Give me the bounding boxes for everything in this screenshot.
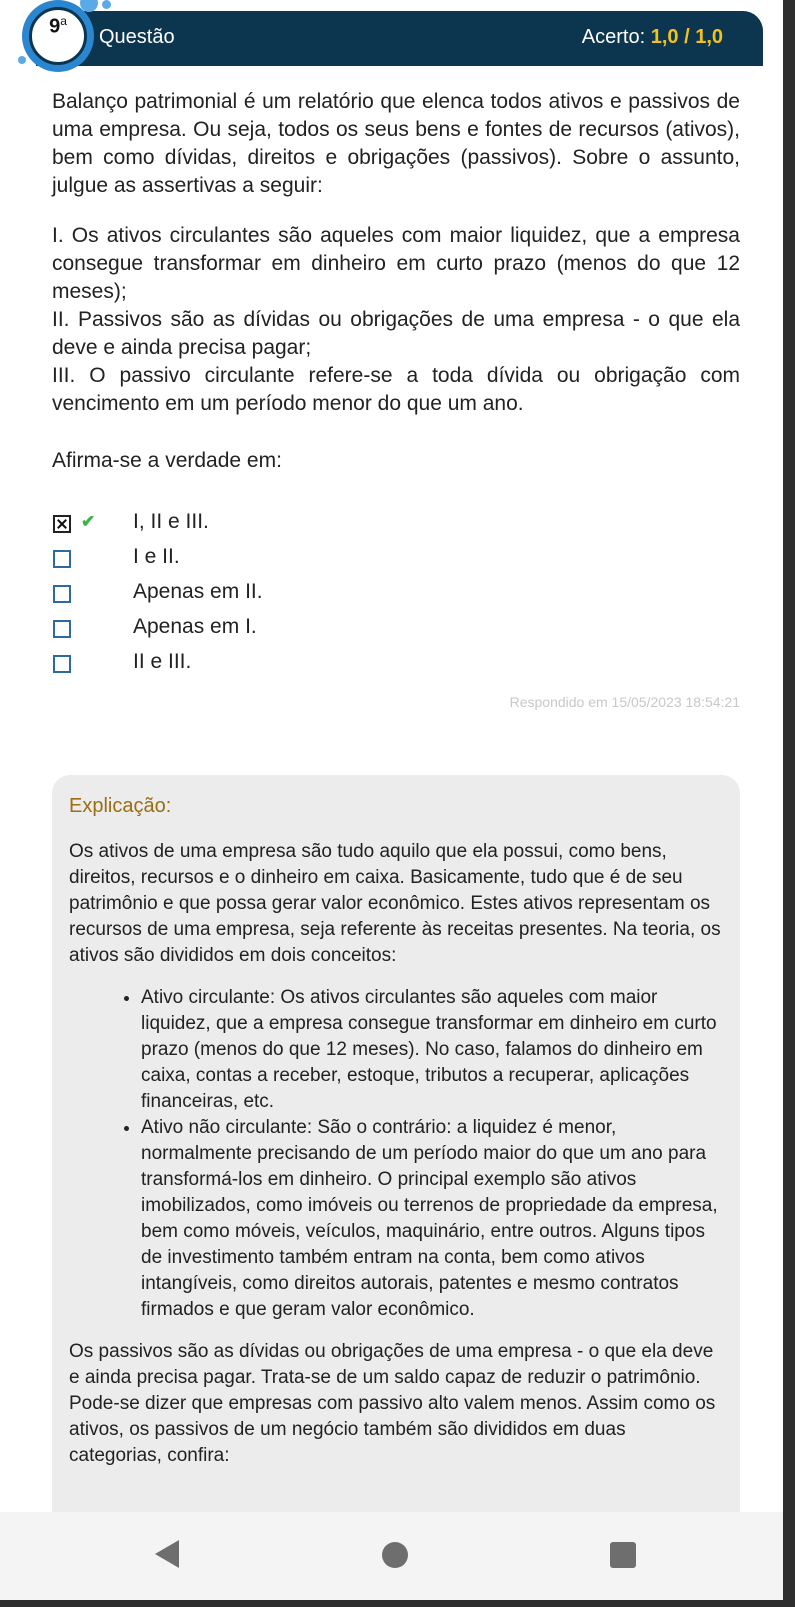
checkbox[interactable]: [53, 655, 71, 673]
checkmark-icon: ✔: [81, 512, 96, 531]
android-navigation-bar: [0, 1512, 783, 1600]
checkbox[interactable]: [53, 585, 71, 603]
decor-bubble-icon: [18, 56, 26, 64]
question-number-badge: [18, 0, 98, 76]
option-label: II e III.: [133, 650, 192, 673]
screen-edge: [0, 1600, 795, 1607]
answered-timestamp: Respondido em 15/05/2023 18:54:21: [509, 694, 740, 710]
score: [582, 26, 723, 49]
statement-1: I. Os ativos circulantes são aqueles com maior liquidez, que a empresa consegue transformar em dinheiro em curto prazo (menos do que 12 meses);: [52, 224, 740, 303]
score-label: Acerto:: [581, 26, 646, 48]
question-title: Questão: [99, 26, 175, 48]
list-item: • Ativo circulante: Os ativos circulantes são aqueles com maior liquidez, que a empresa consegue transformar em dinheiro em curto prazo (menos do que 12 meses). No caso, falamos do dinheiro em caixa, contas a receber, estoque, tributos a recuperar, aplicações financeiras, etc.: [141, 985, 721, 1115]
statement-2: II. Passivos são as dívidas ou obrigações de uma empresa - o que ela deve e ainda precisa pagar;: [52, 308, 740, 359]
screen-edge: [783, 0, 795, 1607]
question-number: 9$^a$: [49, 14, 67, 38]
checkbox-checked[interactable]: [53, 515, 71, 533]
question-prompt: Afirma-se a verdade em:: [52, 449, 282, 472]
question-intro: Balanço patrimonial é um relatório que elenca todos ativos e passivos de uma empresa. Ou seja, todos os seus bens e fontes de recursos (ativos), bem como dívidas, direitos e obrigações (passivos). Sobre o assunto, julgue as assertivas a seguir:: [52, 90, 740, 197]
question-text: [52, 88, 740, 418]
explanation-paragraph: Os ativos de uma empresa são tudo aquilo que ela possui, como bens, direitos, recursos e o dinheiro em caixa. Basicamente, tudo que é de seu patrimônio e que possa gerar valor econômico. Estes ativos representam os recursos de uma empresa, seja referente às receitas presentes. Na teoria, os ativos são divididos em dois conceitos:: [69, 841, 721, 966]
explanation-paragraph: Os passivos são as dívidas ou obrigações de uma empresa - o que ela deve e ainda precisa pagar. Trata-se de um saldo capaz de reduzir o patrimônio. Pode-se dizer que empresas com passivo alto valem menos. Assim como os ativos, os passivos de um negócio também são divididos em duas categorias, confira:: [69, 1341, 716, 1466]
recents-square-icon[interactable]: [610, 1542, 636, 1568]
explanation-panel: [52, 775, 740, 1600]
score-value: 1,0 / 1,0: [650, 26, 723, 48]
checkbox[interactable]: [53, 550, 71, 568]
explanation-list: [69, 985, 721, 1323]
home-circle-icon[interactable]: [382, 1542, 408, 1568]
question-header: [36, 11, 763, 66]
option-label: Apenas em II.: [133, 580, 263, 603]
back-triangle-icon[interactable]: [155, 1540, 179, 1568]
statement-3: III. O passivo circulante refere-se a toda dívida ou obrigação com vencimento em um período menor do que um ano.: [52, 364, 740, 415]
option-label: I e II.: [133, 545, 180, 568]
decor-bubble-icon: [102, 0, 111, 9]
checkbox[interactable]: [53, 620, 71, 638]
option-label: I, II e III.: [133, 510, 209, 533]
list-item: • Ativo não circulante: São o contrário: a liquidez é menor, normalmente precisando de um período maior do que um ano para transformá-los em dinheiro. O principal exemplo são ativos imobilizados, como imóveis ou terrenos de propriedade da empresa, bem como móveis, veículos, maquinário, entre outros. Alguns tipos de investimento também entram na conta, bem como ativos intangíveis, como direitos autorais, patentes e mesmo contratos firmados e que geram valor econômico.: [141, 1115, 721, 1323]
option-label: Apenas em I.: [133, 615, 257, 638]
explanation-body: [69, 839, 721, 1469]
explanation-title: Explicação:: [69, 795, 172, 817]
